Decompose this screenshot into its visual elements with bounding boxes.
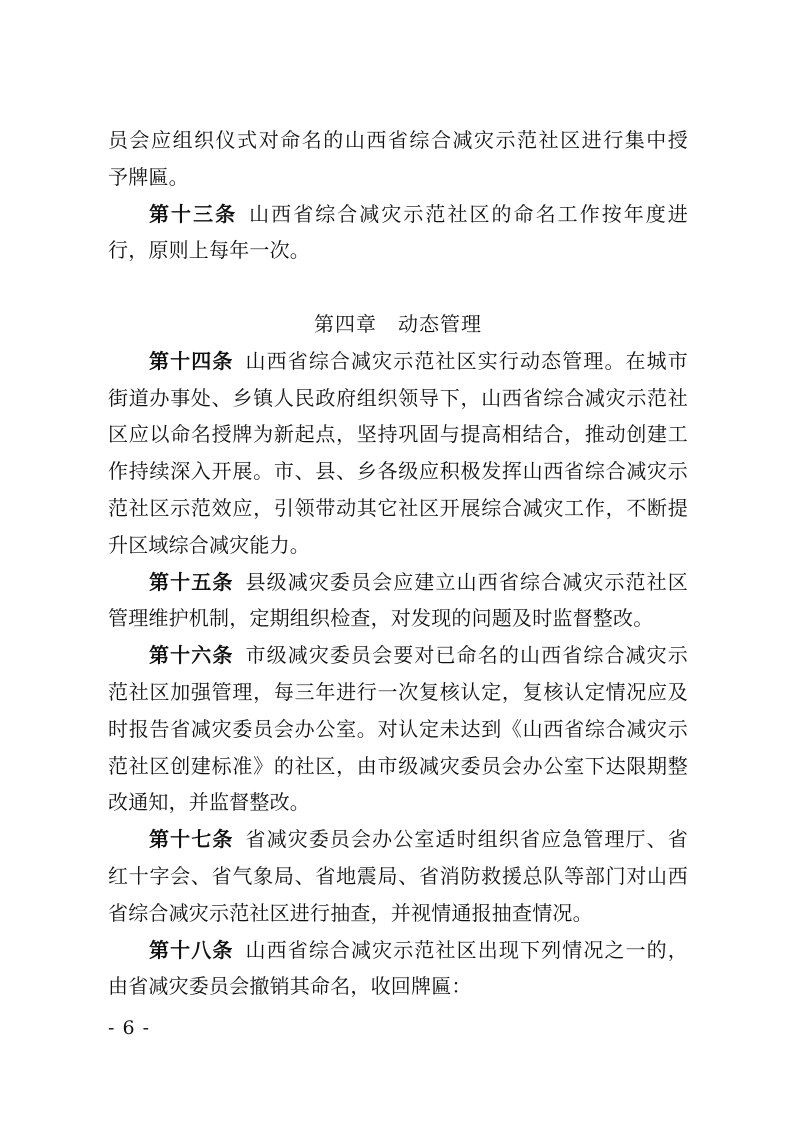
text-line <box>108 343 688 380</box>
text-line <box>108 196 688 233</box>
paragraph-continuation <box>108 122 688 196</box>
article-16 <box>108 637 688 821</box>
text-line: 作持续深入开展。市、县、乡各级应积极发挥山西省综合减灾示 <box>108 459 688 484</box>
article-13 <box>108 196 688 270</box>
article-18 <box>108 932 688 1006</box>
article-label: 第十三条 <box>149 201 238 226</box>
text-line: 升区域综合减灾能力。 <box>108 532 310 557</box>
text-line: 区应以命名授牌为新起点，坚持巩固与提高相结合，推动创建工 <box>108 422 688 447</box>
article-15 <box>108 564 688 638</box>
text-line: 予牌匾。 <box>108 164 189 189</box>
article-label: 第十七条 <box>149 827 234 852</box>
text-line: 街道办事处、乡镇人民政府组织领导下，山西省综合减灾示范社 <box>108 385 688 410</box>
text-segment: 县级减灾委员会应建立山西省综合减灾示范社区 <box>245 569 688 594</box>
text-line: 由省减灾委员会撤销其命名，收回牌匾： <box>108 974 472 999</box>
text-line <box>108 637 688 674</box>
article-label: 第十四条 <box>149 348 234 373</box>
text-segment: 山西省综合减灾示范社区的命名工作按年度进 <box>249 201 688 226</box>
article-label: 第十六条 <box>149 643 234 668</box>
text-segment: 山西省综合减灾示范社区实行动态管理。在城市 <box>245 348 688 373</box>
document-body <box>108 122 688 1005</box>
article-label: 第十五条 <box>149 569 234 594</box>
text-line: 员会应组织仪式对命名的山西省综合减灾示范社区进行集中授 <box>108 128 688 152</box>
page-number: - 6 - <box>108 1017 151 1039</box>
text-line: 红十字会、省气象局、省地震局、省消防救援总队等部门对山西 <box>108 863 688 888</box>
text-line <box>108 564 688 601</box>
article-17 <box>108 821 688 931</box>
text-line: 范社区加强管理，每三年进行一次复核认定，复核认定情况应及 <box>108 679 688 704</box>
text-segment: 市级减灾委员会要对已命名的山西省综合减灾示 <box>245 643 688 668</box>
text-line <box>108 821 688 858</box>
text-line <box>108 932 688 969</box>
text-line: 范社区创建标准》的社区，由市级减灾委员会办公室下达限期整 <box>108 753 688 778</box>
text-line: 时报告省减灾委员会办公室。对认定未达到《山西省综合减灾示 <box>108 716 688 741</box>
article-14 <box>108 343 688 564</box>
text-segment: 省减灾委员会办公室适时组织省应急管理厅、省 <box>245 827 688 852</box>
text-line: 管理维护机制，定期组织检查，对发现的问题及时监督整改。 <box>108 606 654 631</box>
text-line: 省综合减灾示范社区进行抽查，并视情通报抽查情况。 <box>108 900 593 925</box>
article-label: 第十八条 <box>149 937 234 962</box>
text-line: 范社区示范效应，引领带动其它社区开展综合减灾工作，不断提 <box>108 495 688 520</box>
text-line: 改通知，并监督整改。 <box>108 790 310 815</box>
text-line: 行，原则上每年一次。 <box>108 238 310 263</box>
chapter-heading: 第四章 动态管理 <box>314 311 482 336</box>
text-segment: 山西省综合减灾示范社区出现下列情况之一的， <box>245 937 688 962</box>
